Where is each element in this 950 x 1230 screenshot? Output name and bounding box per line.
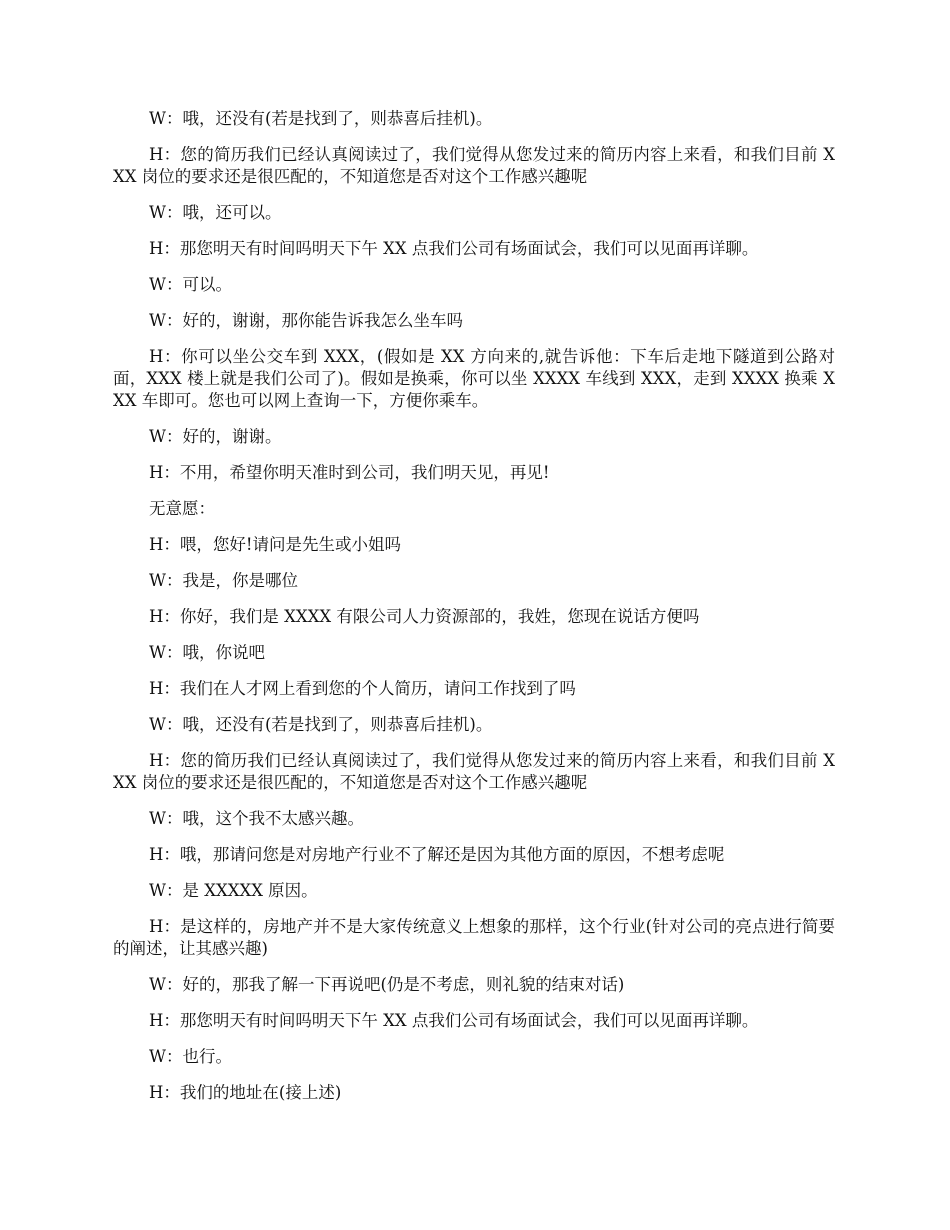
document-body <box>113 108 835 1118</box>
paragraph: H：你好，我们是 XXXX 有限公司人力资源部的，我姓，您现在说话方便吗 <box>149 607 700 626</box>
paragraph: W：可以。 <box>149 275 232 294</box>
paragraph: H：您的简历我们已经认真阅读过了，我们觉得从您发过来的简历内容上来看，和我们目前 XXX 岗位的要求还是很匹配的，不知道您是否对这个工作感兴趣呢 <box>113 751 835 792</box>
paragraph: H：我们的地址在(接上述) <box>149 1083 342 1102</box>
paragraph: W：哦，还没有(若是找到了，则恭喜后挂机)。 <box>149 109 493 128</box>
paragraph: H：是这样的，房地产并不是大家传统意义上想象的那样，这个行业(针对公司的亮点进行简要的阐述，让其感兴趣) <box>113 917 835 958</box>
paragraph: H：您的简历我们已经认真阅读过了，我们觉得从您发过来的简历内容上来看，和我们目前 XXX 岗位的要求还是很匹配的，不知道您是否对这个工作感兴趣呢 <box>113 145 835 186</box>
paragraph: W：哦，还可以。 <box>149 203 282 222</box>
paragraph: W：好的，谢谢，那你能告诉我怎么坐车吗 <box>149 311 463 330</box>
paragraph: W：我是，你是哪位 <box>149 571 298 590</box>
paragraph: W：哦，你说吧 <box>149 643 265 662</box>
paragraph: H：那您明天有时间吗明天下午 XX 点我们公司有场面试会，我们可以见面再详聊。 <box>149 1011 759 1030</box>
paragraph: W：是 XXXXX 原因。 <box>149 881 318 900</box>
paragraph: H：那您明天有时间吗明天下午 XX 点我们公司有场面试会，我们可以见面再详聊。 <box>149 239 759 258</box>
paragraph: W：也行。 <box>149 1047 232 1066</box>
section-label: 无意愿： <box>149 499 215 518</box>
paragraph: H：喂，您好!请问是先生或小姐吗 <box>149 535 402 554</box>
paragraph: W：好的，谢谢。 <box>149 427 282 446</box>
paragraph: W：哦，还没有(若是找到了，则恭喜后挂机)。 <box>149 715 493 734</box>
paragraph: W：哦，这个我不太感兴趣。 <box>149 809 364 828</box>
paragraph: H：我们在人才网上看到您的个人简历，请问工作找到了吗 <box>149 679 576 698</box>
paragraph: W：好的，那我了解一下再说吧(仍是不考虑，则礼貌的结束对话) <box>149 975 625 994</box>
paragraph: H：哦，那请问您是对房地产行业不了解还是因为其他方面的原因，不想考虑呢 <box>149 845 725 864</box>
paragraph: H：不用，希望你明天准时到公司，我们明天见，再见! <box>149 463 550 482</box>
paragraph: H：你可以坐公交车到 XXX，(假如是 XX 方向来的,就告诉他：下车后走地下隧道到公路对面，XXX 楼上就是我们公司了)。假如是换乘，你可以坐 XXXX 车线到 XXX，走到 XXXX 换乘 XXX 车即可。您也可以网上查询一下，方便你乘车。 <box>113 347 835 410</box>
